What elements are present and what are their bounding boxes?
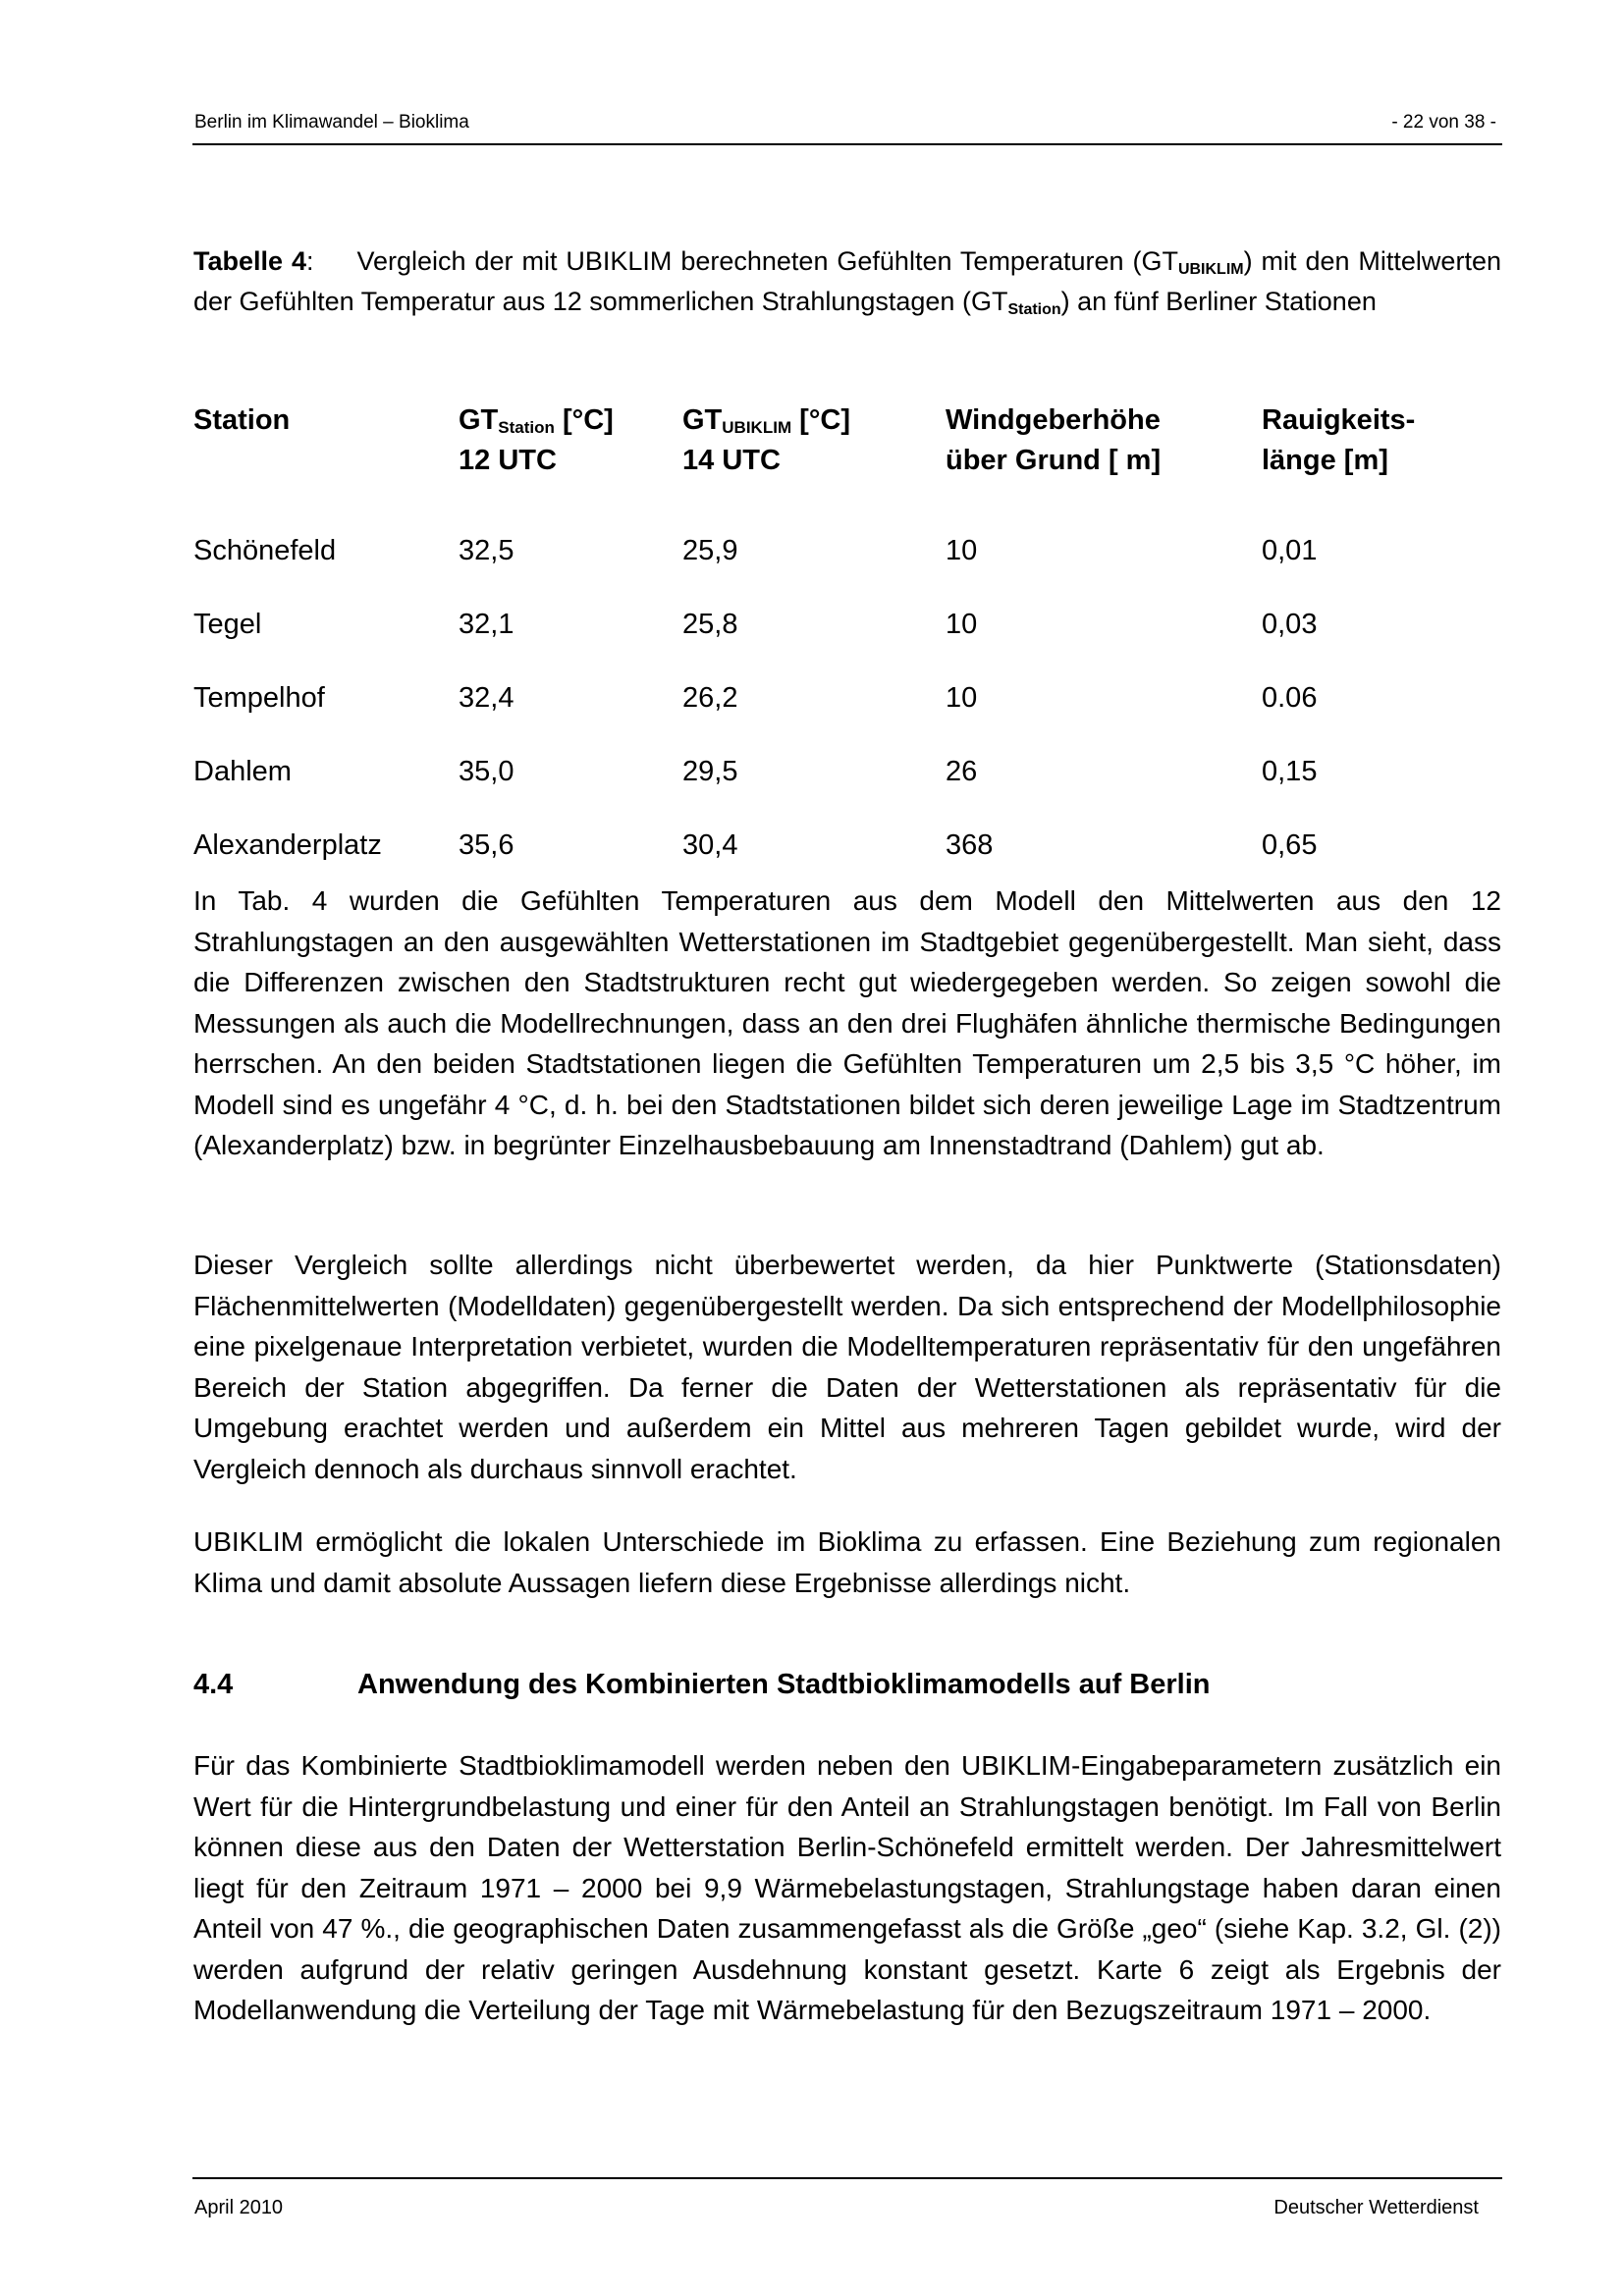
footer-publisher: Deutscher Wetterdienst xyxy=(1273,2197,1479,2218)
cell-gt-station: 35,0 xyxy=(459,756,514,787)
caption-colon: : xyxy=(305,246,314,276)
caption-sub-station: Station xyxy=(1007,301,1061,318)
header-gt-station: $GT_{Station}$ [°C] 12 UTC xyxy=(459,404,614,476)
cell-wind-height: 368 xyxy=(946,829,994,861)
cell-roughness: 0,03 xyxy=(1262,609,1318,640)
page-header xyxy=(192,112,1502,145)
table-row xyxy=(193,735,1478,809)
cell-gt-ubiklim: 29,5 xyxy=(682,756,738,787)
cell-roughness: 0,15 xyxy=(1262,756,1318,787)
section-title: Anwendung des Kombinierten Stadtbioklimamodells auf Berlin xyxy=(357,1669,1211,1700)
cell-gt-station: 32,1 xyxy=(459,609,514,640)
table-header-row xyxy=(193,400,1478,514)
cell-gt-station: 35,6 xyxy=(459,829,514,861)
cell-gt-ubiklim: 25,9 xyxy=(682,535,738,566)
station-table xyxy=(193,400,1478,882)
header-title: Berlin im Klimawandel – Bioklima xyxy=(194,112,469,133)
cell-roughness: 0,01 xyxy=(1262,535,1318,566)
caption-text-1: Vergleich der mit UBIKLIM berechneten Gefühlten Temperaturen (GT xyxy=(356,246,1178,276)
cell-station: Tempelhof xyxy=(193,682,325,714)
cell-wind-height: 10 xyxy=(946,535,978,566)
cell-station: Dahlem xyxy=(193,756,292,787)
cell-wind-height: 10 xyxy=(946,682,978,714)
caption-text-2: ) mit den Mittelwerten der Gefühlten Temperatur aus 12 sommerlichen Strahlungstagen (GT xyxy=(193,246,1501,316)
cell-gt-station: 32,4 xyxy=(459,682,514,714)
caption-text-3: ) an fünf Berliner Stationen xyxy=(1060,287,1377,316)
header-station: Station xyxy=(193,404,291,436)
table-row xyxy=(193,662,1478,735)
cell-station: Tegel xyxy=(193,609,262,640)
cell-gt-station: 32,5 xyxy=(459,535,514,566)
cell-gt-ubiklim: 25,8 xyxy=(682,609,738,640)
footer-date: April 2010 xyxy=(194,2197,284,2218)
cell-roughness: 0,65 xyxy=(1262,829,1318,861)
table-row xyxy=(193,809,1478,882)
section-heading xyxy=(193,1669,1211,1701)
cell-wind-height: 26 xyxy=(946,756,978,787)
cell-gt-ubiklim: 26,2 xyxy=(682,682,738,714)
table-row xyxy=(193,514,1478,588)
paragraph-3: UBIKLIM ermöglicht die lokalen Unterschiede im Bioklima zu erfassen. Eine Beziehung zum regionalen Klima und damit absolute Aussagen liefern diese Ergebnisse allerdings nicht. xyxy=(193,1526,1501,1598)
caption-label: Tabelle 4 xyxy=(193,246,306,276)
page-number: - 22 von 38 - xyxy=(1391,112,1496,133)
cell-roughness: 0.06 xyxy=(1262,682,1318,714)
paragraph-2: Dieser Vergleich sollte allerdings nicht überbewertet werden, da hier Punktwerte (Stationsdaten) Flächenmittelwerten (Modelldaten) gegenübergestellt werden. Da sich entsprechend der Modellphilosophie eine pixelgenaue Interpretation verbietet, wurden die Modelltemperaturen repräsentativ für den ungefähren Bereich der Station abgegriffen. Da ferner die Daten der Wetterstationen als repräsentativ für die Umgebung erachtet werden und außerdem ein Mittel aus mehreren Tagen gebildet wurde, wird der Vergleich dennoch als durchaus sinnvoll erachtet. xyxy=(193,1250,1501,1484)
header-wind-height: Windgeberhöhe über Grund [ m] xyxy=(946,404,1162,476)
header-roughness: Rauigkeits- länge [m] xyxy=(1262,404,1416,476)
footer-divider xyxy=(192,2177,1502,2179)
table-caption xyxy=(193,241,1501,322)
cell-station: Alexanderplatz xyxy=(193,829,382,861)
paragraph-4: Für das Kombinierte Stadtbioklimamodell werden neben den UBIKLIM-Eingabeparametern zusätzlich ein Wert für die Hintergrundbelastung und einer für den Anteil an Strahlungstagen benötigt. Im Fall von Berlin können diese aus den Daten der Wetterstation Berlin-Schönefeld ermittelt werden. Der Jahresmittelwert liegt für den Zeitraum 1971 – 2000 bei 9,9 Wärmebelastungstagen, Strahlungstage haben daran einen Anteil von 47 %., die geographischen Daten zusammengefasst als die Größe „geo“ (siehe Kap. 3.2, Gl. (2)) werden aufgrund der relativ geringen Ausdehnung konstant gesetzt. Karte 6 zeigt als Ergebnis der Modellanwendung die Verteilung der Tage mit Wärmebelastung für den Bezugszeitraum 1971 – 2000. xyxy=(193,1750,1501,2025)
paragraph-1: In Tab. 4 wurden die Gefühlten Temperaturen aus dem Modell den Mittelwerten aus den 12 Strahlungstagen an den ausgewählten Wetterstationen im Stadtgebiet gegenübergestellt. Man sieht, dass die Differenzen zwischen den Stadtstrukturen recht gut wiedergegeben werden. So zeigen sowohl die Messungen als auch die Modellrechnungen, dass an den drei Flughäfen ähnliche thermische Bedingungen herrschen. An den beiden Stadtstationen liegen die Gefühlten Temperaturen um 2,5 bis 3,5 °C höher, im Modell sind es ungefähr 4 °C, d. h. bei den Stadtstationen bildet sich deren jeweilige Lage im Stadtzentrum (Alexanderplatz) bzw. in begrünter Einzelhausbebauung am Innenstadtrand (Dahlem) gut ab. xyxy=(193,885,1501,1160)
cell-wind-height: 10 xyxy=(946,609,978,640)
caption-sub-ubiklim: UBIKLIM xyxy=(1177,261,1244,278)
cell-station: Schönefeld xyxy=(193,535,337,566)
cell-gt-ubiklim: 30,4 xyxy=(682,829,738,861)
table-row xyxy=(193,588,1478,662)
section-number: 4.4 xyxy=(193,1669,234,1700)
header-gt-ubiklim: $GT_{UBIKLIM}$ [°C] 14 UTC xyxy=(682,404,851,476)
